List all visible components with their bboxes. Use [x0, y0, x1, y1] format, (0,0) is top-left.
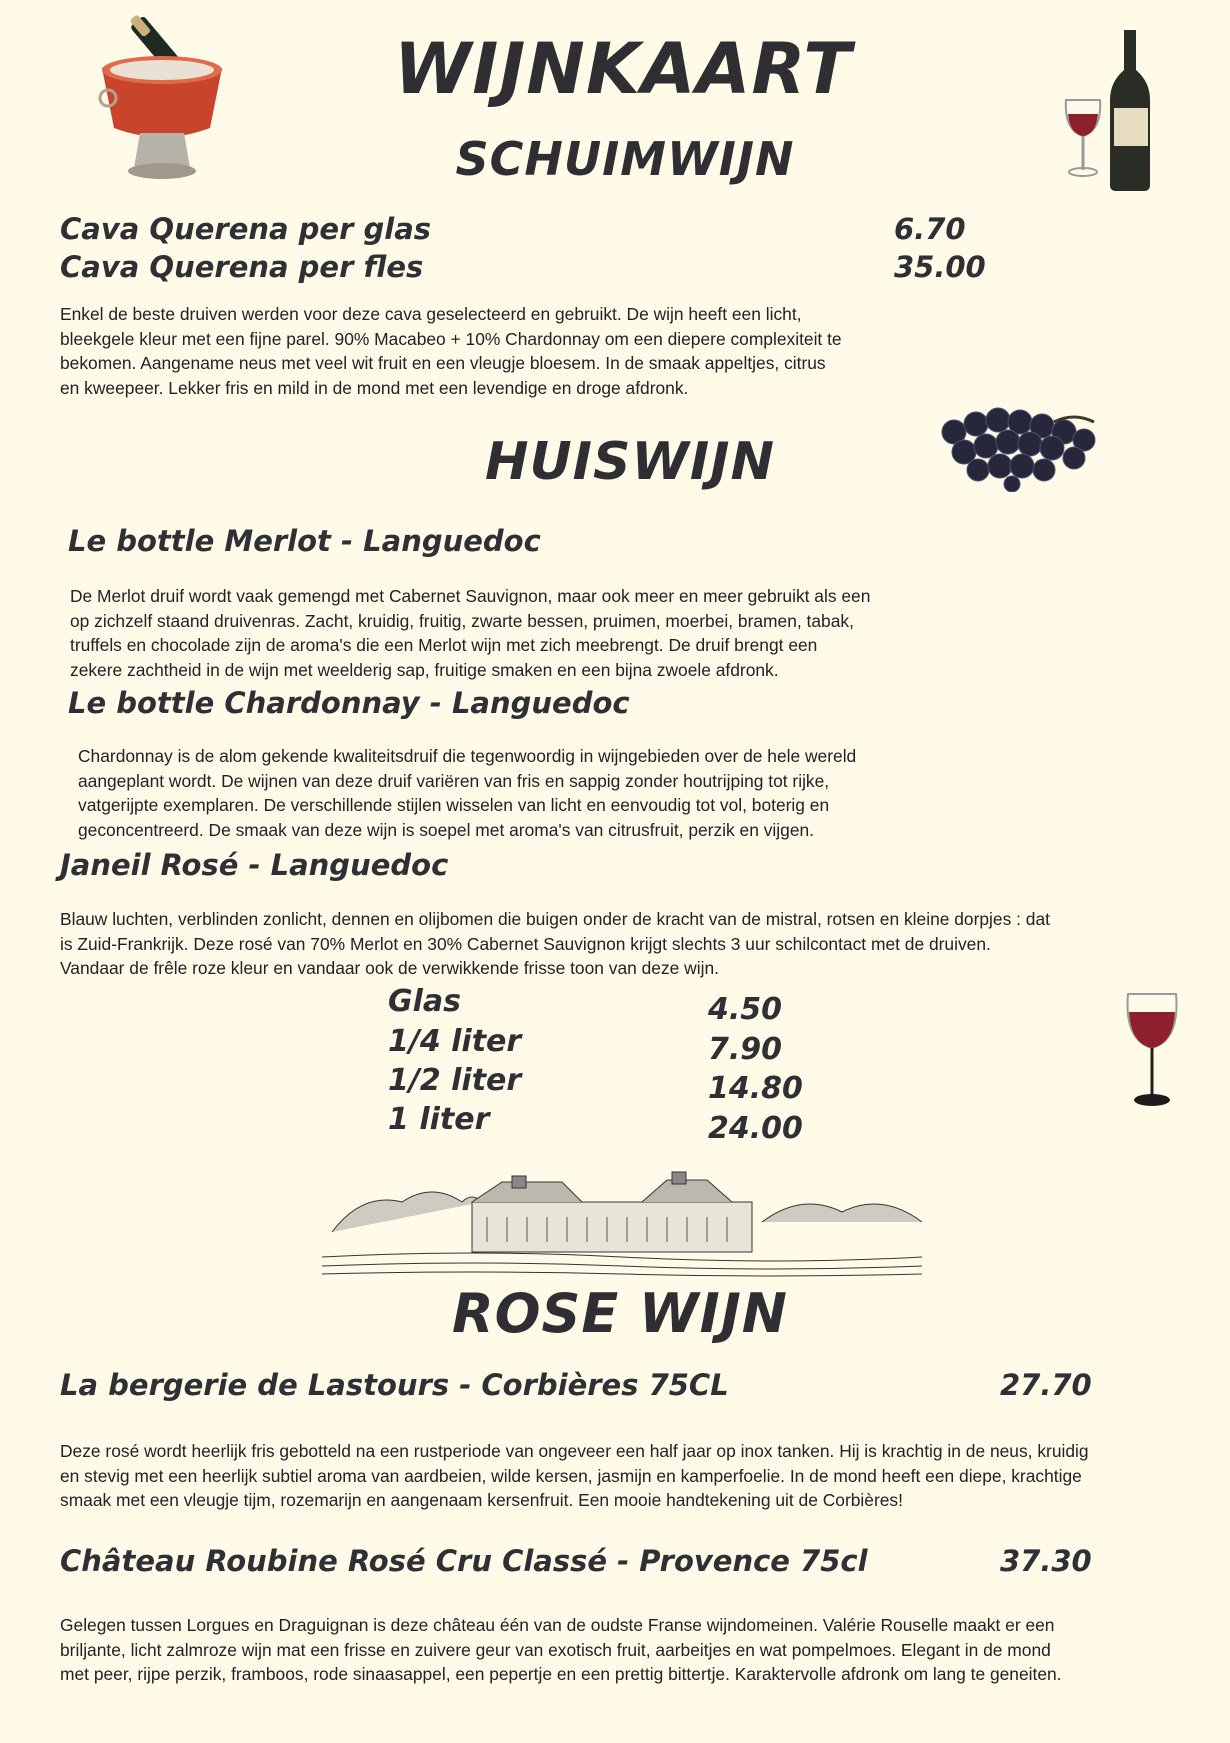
wine-price: 37.30 — [1000, 1544, 1092, 1578]
chateau-drawing — [322, 1162, 934, 1282]
wine-name: Château Roubine Rosé Cru Classé - Provence 75cl — [60, 1544, 868, 1578]
section-heading-rosewijn: ROSE WIJN — [451, 1282, 788, 1345]
size-label: 1/4 liter — [388, 1024, 522, 1059]
section-heading-huiswijn: HUISWIJN — [484, 432, 776, 492]
wine-name: Janeil Rosé - Languedoc — [60, 848, 449, 882]
wine-description: De Merlot druif wordt vaak gemengd met Cabernet Sauvignon, maar ook meer en meer gebruikt als een op zichzelf staand druivenras. Zacht, kruidig, fruitig, zwarte bessen, pruimen, moerbei, bramen, tabak, truffels en chocolade zijn de aroma's die een Merlot wijn met zich meebrengt. De druif brengt een zekere zachtheid in de wijn met weelderig sap, fruitige smaken en een bijna zwoele afdronk. — [70, 586, 871, 680]
wine-description: Gelegen tussen Lorgues en Draguignan is deze château één van de oudste Franse wijndomeinen. Valérie Rouselle maakt er een briljante, licht zalmroze wijn mat een frisse en zuivere geur van exotisch fruit, aarbeitjes en wat pompelmoes. Elegant in de mond met peer, rijpe perzik, framboos, rode sinaasappel, een pepertje en een prettig bittertje. Karaktervolle afdronk om lang te geneiten. — [60, 1615, 1062, 1684]
size-label: 1 liter — [388, 1102, 490, 1137]
wine-glass-icon — [1122, 992, 1182, 1110]
wine-name: Le bottle Merlot - Languedoc — [68, 524, 541, 558]
wine-name: Cava Querena per fles — [60, 250, 424, 284]
size-price: 14.80 — [708, 1071, 803, 1106]
size-label: Glas — [388, 984, 462, 1019]
wine-name: Le bottle Chardonnay - Languedoc — [68, 686, 630, 720]
size-price: 4.50 — [708, 992, 783, 1027]
size-price: 24.00 — [708, 1111, 803, 1146]
size-label: 1/2 liter — [388, 1063, 522, 1098]
wine-price: 27.70 — [1000, 1368, 1092, 1402]
wine-name: La bergerie de Lastours - Corbières 75CL — [60, 1368, 729, 1402]
wine-name: Cava Querena per glas — [60, 212, 432, 246]
wine-price: 35.00 — [894, 250, 986, 284]
wine-description: Chardonnay is de alom gekende kwaliteitsdruif die tegenwoordig in wijngebieden over de hele wereld aangeplant wordt. De wijnen van deze druif variëren van fris en sappig zonder houtrijping tot rijke, vatgerijpte exemplaren. De verschillende stijlen wisselen van licht en eenvoudig tot vol, boterig en geconcentreerd. De smaak van deze wijn is soepel met aroma's van citrusfruit, perzik en vijgen. — [78, 746, 857, 840]
wine-description: Enkel de beste druiven werden voor deze cava geselecteerd en gebruikt. De wijn heeft een licht, bleekgele kleur met een fijne parel. 90% Macabeo + 10% Chardonnay om een diepere complexiteit te bekomen. Aangename neus met veel wit fruit en een vleugje bloesem. In de smaak appeltjes, citrus en kweepeer. Lekker fris en mild in de mond met een levendige en droge afdronk. — [60, 304, 842, 398]
page-title: WIJNKAART — [394, 28, 852, 110]
size-price: 7.90 — [708, 1032, 783, 1067]
wine-price: 6.70 — [894, 212, 966, 246]
section-heading-schuimwijn: SCHUIMWIJN — [455, 132, 795, 186]
wine-description: Blauw luchten, verblinden zonlicht, dennen en olijbomen die buigen onder de kracht van de mistral, rotsen en kleine dorpjes : dat is Zuid-Frankrijk. Deze rosé van 70% Merlot en 30% Cabernet Sauvignon krijgt slechts 3 uur schilcontact met de druiven. Vandaar de frêle roze kleur en vandaar ook de verwikkende frisse toon van deze wijn. — [60, 909, 1050, 978]
wine-description: Deze rosé wordt heerlijk fris gebotteld na een rustperiode van ongeveer een half jaar op inox tanken. Hij is krachtig in de neus, kruidig en stevig met een heerlijk subtiel aroma van aardbeien, wilde kersen, jasmijn en kamperfoelie. In de mond heeft een diepe, krachtige smaak met een vleugje tijm, rozemarijn en aangenaam kersenfruit. Een mooie handtekening uit de Corbières! — [60, 1441, 1089, 1510]
